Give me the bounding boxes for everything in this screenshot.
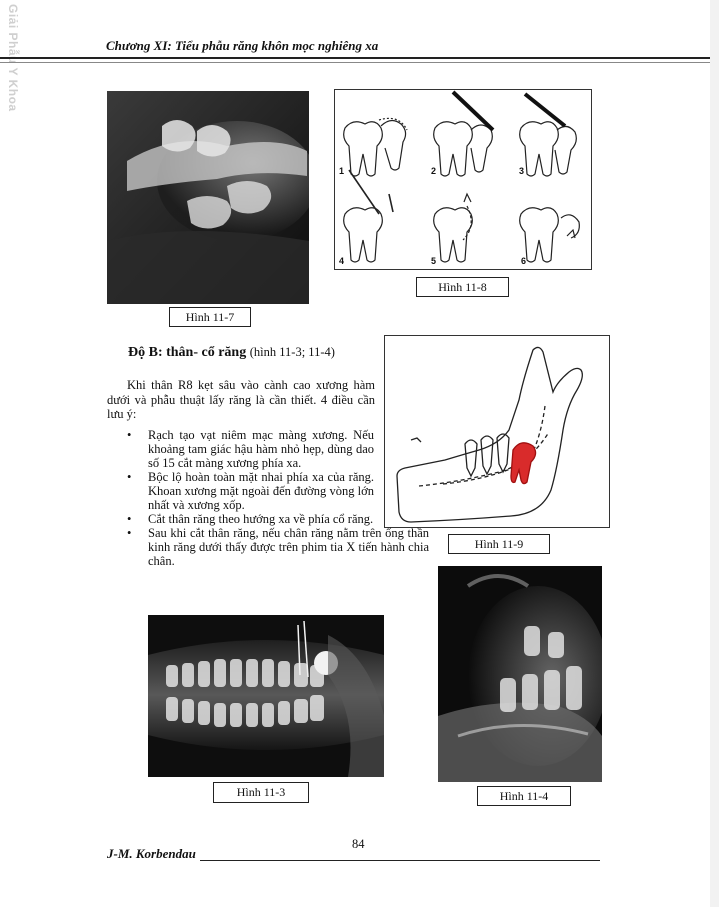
panel-3-tooth-drawing (520, 94, 577, 176)
panel-label-3: 3 (519, 166, 525, 176)
section-heading-ref: (hình 11-3; 11-4) (249, 345, 335, 359)
chapter-title: Chương XI: Tiểu phẫu răng khôn mọc nghiêng xa (106, 38, 379, 53)
caption-figure-11-9: Hình 11-9 (448, 534, 550, 554)
xray-figure-11-4 (438, 566, 602, 782)
panel-label-5: 5 (431, 256, 437, 266)
header-rule (0, 57, 710, 59)
panel-6-tooth-drawing (520, 208, 580, 262)
header-rule-thin (0, 62, 710, 63)
bullet-item: • Cắt thân răng theo hướng xa về phía cổ răng. (107, 512, 374, 526)
footer-author: J-M. Korbendau (107, 846, 196, 861)
panel-label-2: 2 (431, 166, 437, 176)
bullet-item: • Bộc lộ hoàn toàn mặt nhai phía xa của răng. Khoan xương mặt ngoài đến đường vòng lớn nhất và xương xốp. (107, 470, 374, 512)
panel-label-1: 1 (339, 166, 345, 176)
caption-figure-11-4: Hình 11-4 (477, 786, 571, 806)
caption-figure-11-7: Hình 11-7 (169, 307, 251, 327)
section-heading-text: Độ B: thân- cổ răng (128, 345, 247, 360)
panel-label-6: 6 (521, 256, 527, 266)
caption-figure-11-3: Hình 11-3 (213, 782, 309, 803)
diagram-figure-11-8 (334, 89, 592, 270)
impacted-tooth-highlight (511, 443, 536, 484)
section-paragraph: Khi thân R8 kẹt sâu vào cành cao xương hàm dưới và phẫu thuật lấy răng là cần thiết. 4 điều cần lưu ý: (107, 378, 375, 421)
panel-1-tooth-drawing (344, 118, 407, 176)
panel-2-tooth-drawing (434, 92, 493, 176)
footer-rule (200, 860, 600, 861)
section-heading (128, 345, 335, 361)
caption-figure-11-8: Hình 11-8 (416, 277, 509, 297)
xray-figure-11-3 (148, 615, 384, 777)
page-number: 84 (352, 837, 365, 851)
panel-5-tooth-drawing (434, 194, 473, 262)
xray-figure-11-7 (107, 91, 309, 304)
watermark (6, 4, 20, 114)
bullet-list (107, 428, 429, 568)
bullet-item: • Rạch tạo vạt niêm mạc màng xương. Nếu khoảng tam giác hậu hàm nhỏ hẹp, dùng dao số 15 cắt màng xương phía xa. (107, 428, 374, 470)
panel-4-tooth-drawing (344, 170, 393, 262)
bullet-item: • Sau khi cắt thân răng, nếu chân răng nằm trên ống thần kinh răng dưới thấy được trên phim tia X tiến hành chia chân. (107, 526, 429, 568)
panel-label-4: 4 (339, 256, 345, 266)
